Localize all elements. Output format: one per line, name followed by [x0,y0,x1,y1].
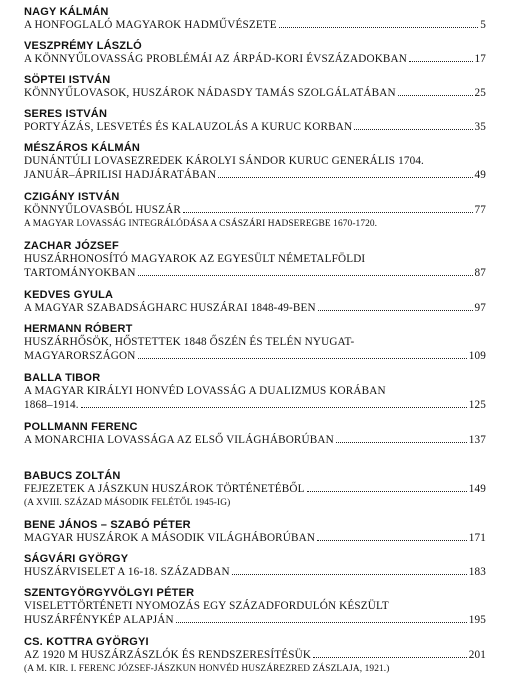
entry-title-text: A MAGYAR KIRÁLYI HONVÉD LOVASSÁG A DUALIZMUS KORÁBAN [24,385,386,397]
entry-author: BABUCS ZOLTÁN [24,470,121,482]
toc-entry [24,553,486,580]
entry-title-line [24,302,486,316]
entry-title-text: MAGYAR HUSZÁROK A MÁSODIK VILÁGHÁBORÚBAN [24,532,316,544]
entry-title-text: A HONFOGLALÓ MAGYAROK HADMŰVÉSZETE [24,19,277,31]
toc-entry [24,587,486,627]
dot-leader [279,19,478,28]
entry-title-text: A MAGYAR SZABADSÁGHARC HUSZÁRAI 1848-49-BEN [24,302,316,314]
entry-title-text: (A XVIII. SZÁZAD MÁSODIK FELÉTŐL 1945-IG) [24,497,231,508]
entry-author: SÖPTEI ISTVÁN [24,74,111,86]
entry-title-line [24,434,486,448]
entry-author: SZENTGYÖRGYVÖLGYI PÉTER [24,587,195,599]
entry-author: BALLA TIBOR [24,372,101,384]
toc-entry [24,289,486,316]
entry-title-line [24,399,486,413]
entry-title-line [24,649,486,663]
entry-author: MÉSZÁROS KÁLMÁN [24,142,141,154]
dot-leader [138,350,467,359]
entry-title-line [24,532,486,546]
page-number: 97 [474,302,486,314]
page-number: 109 [468,349,486,362]
page-number: 5 [480,19,486,31]
toc-entry [24,74,486,101]
page-number: 183 [468,566,486,578]
entry-author: KEDVES GYULA [24,289,114,301]
page-number: 35 [474,121,486,133]
entry-author: SÁGVÁRI GYÖRGY [24,553,129,565]
entry-title-line [24,566,486,580]
entry-author: BENE JÁNOS – SZABÓ PÉTER [24,519,191,531]
entry-title-text: MAGYARORSZÁGON [24,349,136,362]
toc-entry [24,40,486,67]
entry-title-line [24,614,486,628]
entry-title-line [24,336,486,350]
entry-title-line [24,121,486,135]
toc-entry [24,323,486,363]
entry-title-text: (A M. KIR. I. FERENC JÓZSEF-JÁSZKUN HONVÉD HUSZÁREZRED ZÁSZLAJA, 1921.) [24,663,390,674]
entry-author: HERMANN RÓBERT [24,323,133,335]
page-number: 17 [474,53,486,65]
entry-title-text: HUSZÁRHONOSÍTÓ MAGYAROK AZ EGYESÜLT NÉMETALFÖLDI [24,253,366,265]
entry-title-text: A KÖNNYŰLOVASSÁG PROBLÉMÁI AZ ÁRPÁD-KORI ÉVSZÁZADOKBAN [24,53,408,65]
dot-leader [313,649,467,658]
page-number: 77 [474,204,486,216]
page-number: 201 [468,649,486,661]
entry-title-text: HUSZÁRHŐSÖK, HŐSTETTEK 1848 ŐSZÉN ÉS TELÉN NYUGAT- [24,336,355,348]
entry-title-text: PORTYÁZÁS, LESVETÉS ÉS KALAUZOLÁS A KURUC KORBAN [24,121,353,133]
toc-entry [24,519,486,546]
entry-title-line [24,155,486,169]
entry-title-text: JANUÁR–ÁPRILISI HADJÁRATÁBAN [24,168,217,181]
dot-leader [307,483,467,492]
page-number: 125 [468,398,486,411]
page-number: 195 [468,613,486,626]
dot-leader [318,302,473,311]
toc-entry [24,636,486,676]
dot-leader [336,434,467,443]
entry-subtitle [24,218,486,232]
entry-author: CZIGÁNY ISTVÁN [24,191,120,203]
entry-title-line [24,483,486,497]
dot-leader [409,53,472,62]
entry-title-text: DUNÁNTÚLI LOVASEZREDEK KÁROLYI SÁNDOR KURUC GENERÁLIS 1704. [24,155,425,167]
page-number: 171 [468,532,486,544]
dot-leader [81,399,467,408]
toc-entry [24,470,486,510]
entry-author: NAGY KÁLMÁN [24,6,109,18]
entry-author: VESZPRÉMY LÁSZLÓ [24,40,142,52]
entry-title-text: A MONARCHIA LOVASSÁGA AZ ELSŐ VILÁGHÁBORÚBAN [24,434,334,446]
entry-title-line [24,87,486,101]
toc-entry [24,240,486,280]
dot-leader [317,532,467,541]
entry-title-text: VISELETTÖRTÉNETI NYOMOZÁS EGY SZÁZADFORDULÓN KÉSZÜLT [24,600,389,612]
dot-leader [354,121,472,130]
page-number: 137 [468,434,486,446]
dot-leader [138,267,473,276]
toc-entry [24,372,486,412]
entry-title-text: HUSZÁRFÉNYKÉP ALAPJÁN [24,613,174,626]
entry-title-line [24,350,486,364]
entry-title-text: KÖNNYŰLOVASOK, HUSZÁROK NÁDASDY TAMÁS SZOLGÁLATÁBAN [24,87,396,99]
toc-entry [24,191,486,231]
entry-title-text: TARTOMÁNYOKBAN [24,266,136,279]
entry-title-line [24,169,486,183]
entry-title-text: HUSZÁRVISELET A 16-18. SZÁZADBAN [24,566,230,578]
entry-author: POLLMANN FERENC [24,421,138,433]
toc-entry [24,6,486,33]
entry-title-text: KÖNNYŰLOVASBÓL HUSZÁR [24,204,181,216]
entry-title-line [24,267,486,281]
entry-author: ZACHAR JÓZSEF [24,240,119,252]
dot-leader [232,566,467,575]
entry-title-line [24,19,486,33]
page-number: 149 [468,483,486,495]
entry-title-line [24,600,486,614]
entry-title-text: 1868–1914. [24,398,79,411]
page-number: 25 [474,87,486,99]
dot-leader [218,169,472,178]
toc-entry [24,421,486,448]
entry-title-line [24,385,486,399]
page-number: 87 [474,266,486,279]
page-number: 49 [474,168,486,181]
entry-author: CS. KOTTRA GYÖRGYI [24,636,149,648]
entry-title-text: FEJEZETEK A JÁSZKUN HUSZÁROK TÖRTÉNETÉBŐL [24,483,305,495]
entry-subtitle [24,663,486,677]
entry-author: SERES ISTVÁN [24,108,108,120]
toc-entry [24,142,486,182]
entry-title-line [24,204,486,218]
toc-entry [24,108,486,135]
dot-leader [183,204,473,213]
entry-title-text: AZ 1920 M HUSZÁRZÁSZLÓK ÉS RENDSZERESÍTÉSÜK [24,649,312,661]
entry-title-text: A MAGYAR LOVASSÁG INTEGRÁLÓDÁSA A CSÁSZÁRI HADSEREGBE 1670-1720. [24,218,378,229]
entry-title-line [24,53,486,67]
dot-leader [176,614,467,623]
entry-subtitle [24,497,486,511]
dot-leader [398,87,473,96]
entry-title-line [24,253,486,267]
